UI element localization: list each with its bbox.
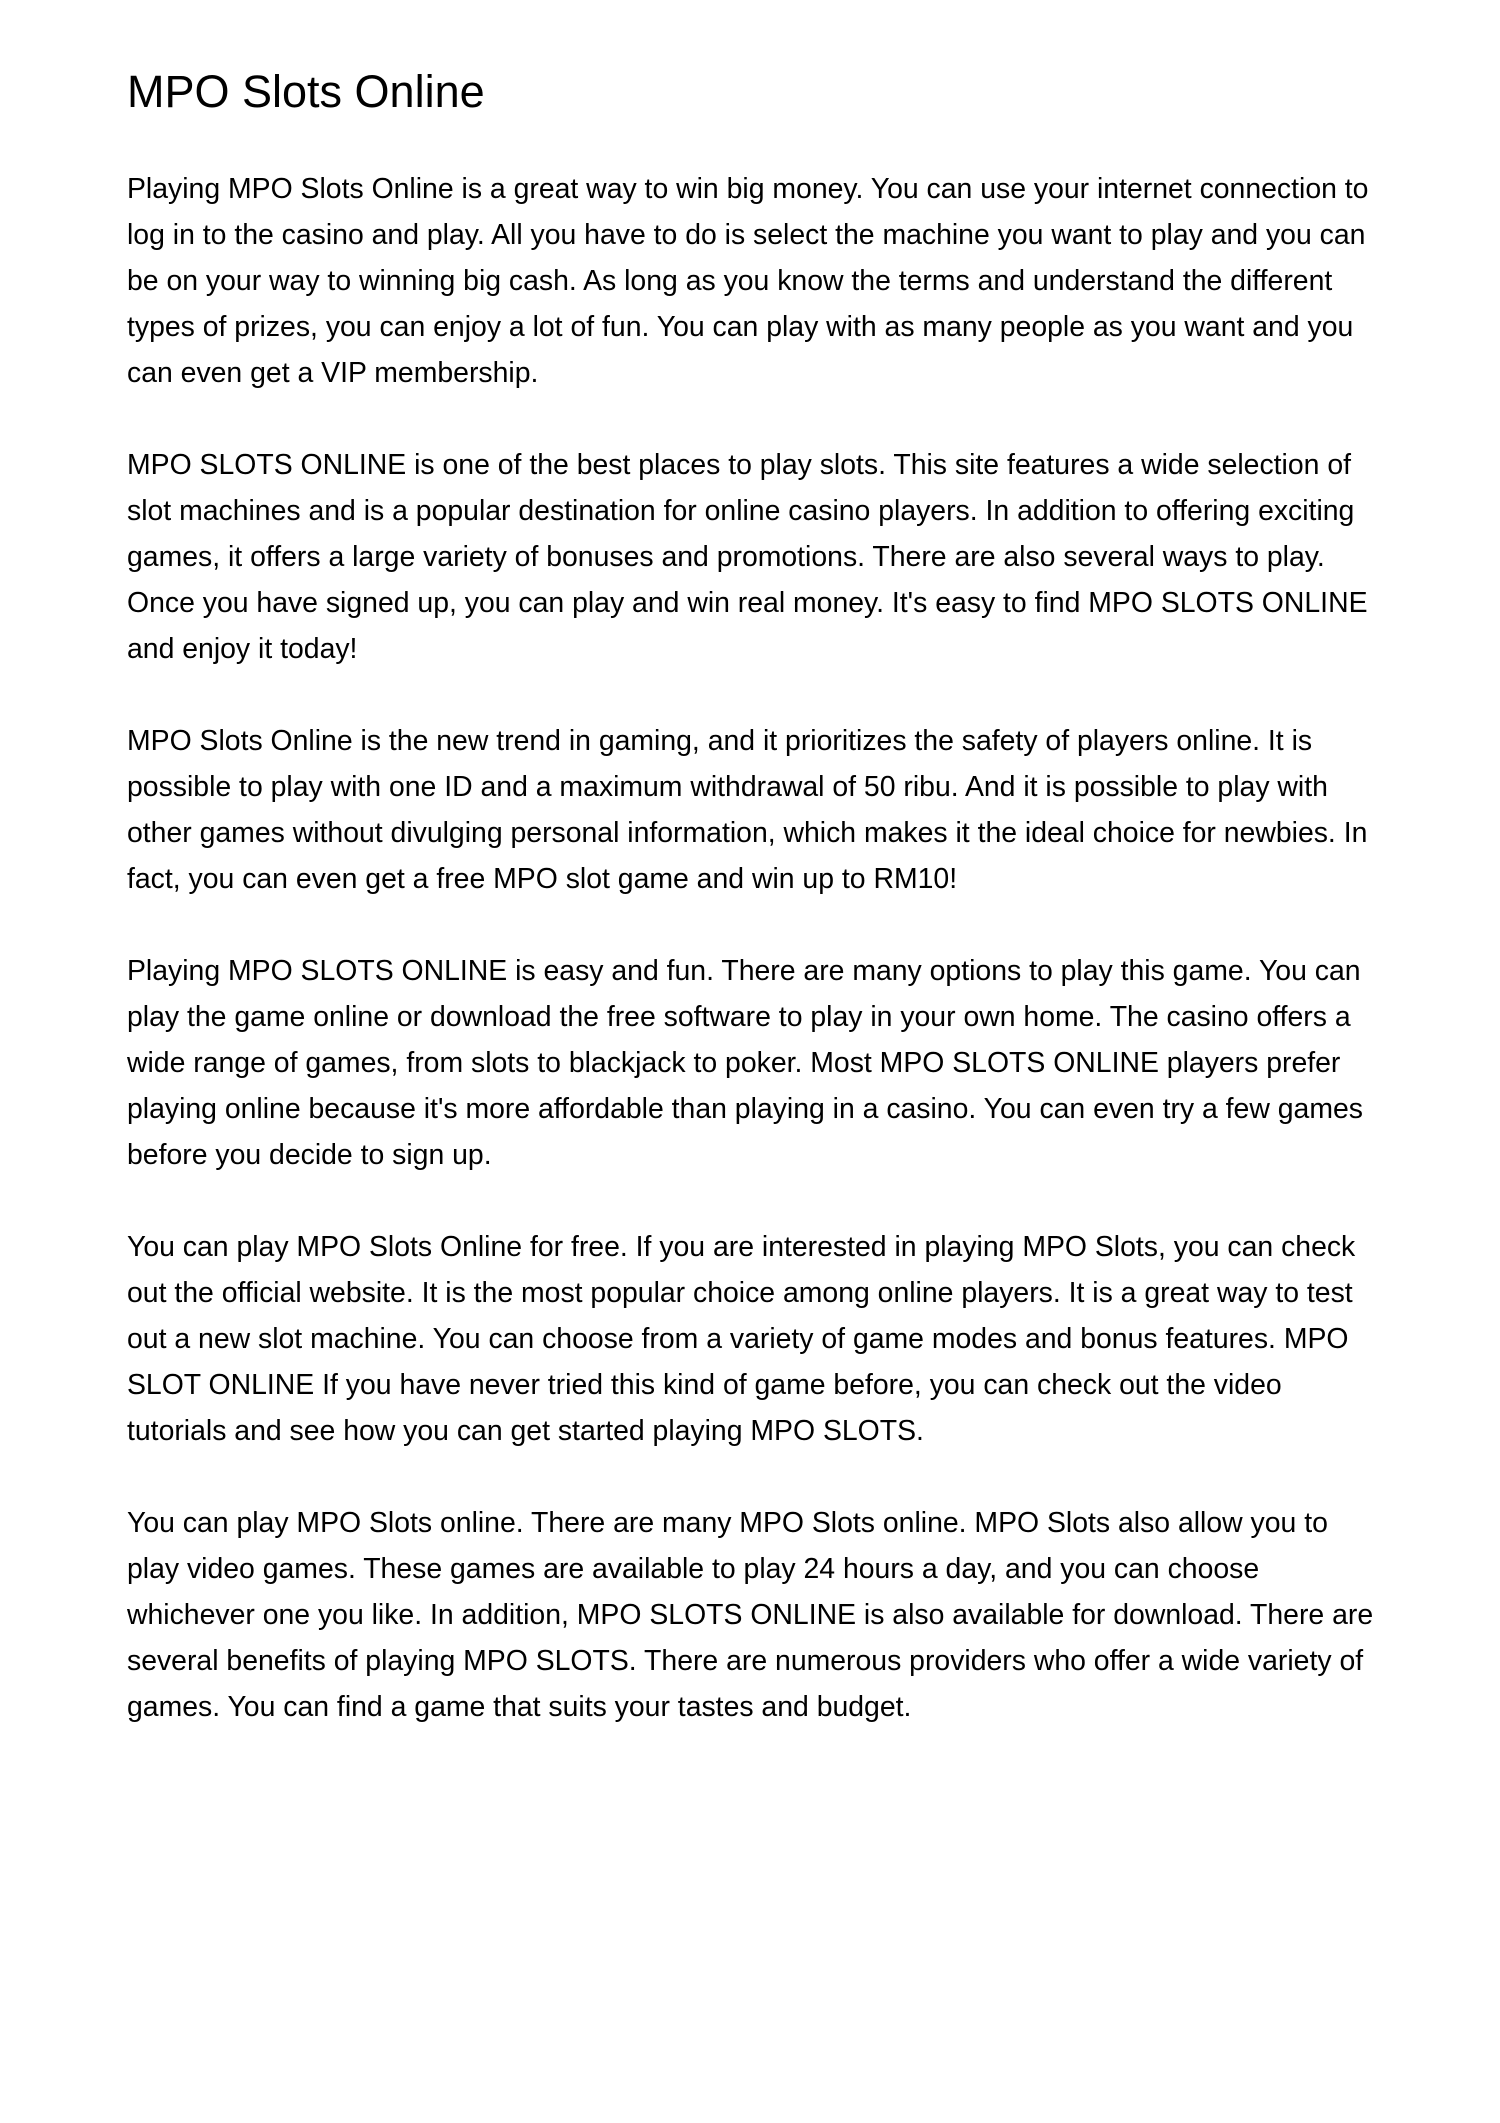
document-title: MPO Slots Online [127, 66, 485, 117]
paragraph-1: Playing MPO Slots Online is a great way to win big money. You can use your internet connection to log in to the casino and play. All you have to do is select the machine you want to play and you can be on your way to winning big cash. As long as you know the terms and understand the different types of prizes, you can enjoy a lot of fun. You can play with as many people as you want and you can even get a VIP membership. [127, 173, 1369, 389]
paragraph-6: You can play MPO Slots online. There are many MPO Slots online. MPO Slots also allow you to play video games. These games are available to play 24 hours a day, and you can choose whichever one you like. In addition, MPO SLOTS ONLINE is also available for download. There are several benefits of playing MPO SLOTS. There are numerous providers who offer a wide variety of games. You can find a game that suits your tastes and budget. [127, 1507, 1374, 1723]
paragraph-3: MPO Slots Online is the new trend in gaming, and it prioritizes the safety of players online. It is possible to play with one ID and a maximum withdrawal of 50 ribu. And it is possible to play with other games without divulging personal information, which makes it the ideal choice for newbies. In fact, you can even get a free MPO slot game and win up to RM10! [127, 725, 1368, 895]
paragraph-4: Playing MPO SLOTS ONLINE is easy and fun. There are many options to play this game. You can play the game online or download the free software to play in your own home. The casino offers a wide range of games, from slots to blackjack to poker. Most MPO SLOTS ONLINE players prefer playing online because it's more affordable than playing in a casino. You can even try a few games before you decide to sign up. [127, 955, 1363, 1171]
document-page [127, 62, 1387, 1776]
paragraph-5: You can play MPO Slots Online for free. If you are interested in playing MPO Slots, you can check out the official website. It is the most popular choice among online players. It is a great way to test out a new slot machine. You can choose from a variety of game modes and bonus features. MPO SLOT ONLINE If you have never tried this kind of game before, you can check out the video tutorials and see how you can get started playing MPO SLOTS. [127, 1231, 1356, 1447]
paragraph-2: MPO SLOTS ONLINE is one of the best places to play slots. This site features a wide selection of slot machines and is a popular destination for online casino players. In addition to offering exciting games, it offers a large variety of bonuses and promotions. There are also several ways to play. Once you have signed up, you can play and win real money. It's easy to find MPO SLOTS ONLINE and enjoy it today! [127, 449, 1368, 665]
document-body [127, 166, 1387, 1730]
